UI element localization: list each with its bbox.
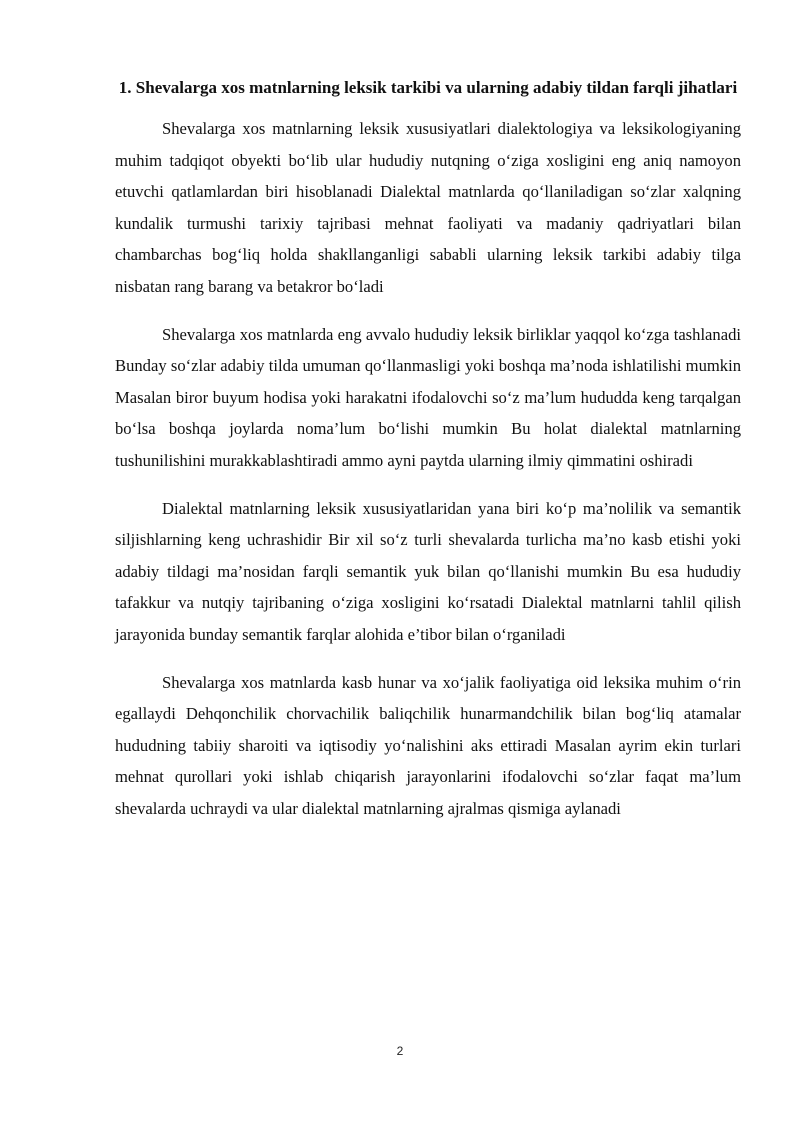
section-title: 1. Shevalarga xos matnlarning leksik tarkibi va ularning adabiy tildan farqli jihatlari — [118, 78, 738, 97]
page-number: 2 — [396, 1044, 404, 1058]
page-content — [115, 70, 741, 840]
paragraph-2: Shevalarga xos matnlarda eng avvalo hududiy leksik birliklar yaqqol ko‘zga tashlanadi Bunday so‘zlar adabiy tilda umuman qo‘llanmasligi yoki boshqa ma’noda ishlatilishi mumkin Masalan biror buyum hodisa yoki harakatni ifodalovchi so‘z ma’lum hududda keng tarqalgan bo‘lsa boshqa joylarda noma’lum bo‘lishi mumkin Bu holat dialektal matnlarning tushunilishini murakkablashtiradi ammo ayni paytda ularning ilmiy qimmatini oshiradi — [115, 324, 741, 470]
paragraph-1: Shevalarga xos matnlarning leksik xususiyatlari dialektologiya va leksikologiyaning muhim tadqiqot obyekti bo‘lib ular hududiy nutqning o‘ziga xosligini eng aniq namoyon etuvchi qatlamlardan biri hisoblanadi Dialektal matnlarda qo‘llaniladigan so‘zlar xalqning kundalik turmushi tarixiy tajribasi mehnat faoliyati va madaniy qadriyatlari bilan chambarchas bog‘liq holda shakllanganligi sababli ularning leksik tarkibi adabiy tilga nisbatan rang barang va betakror bo‘ladi — [115, 119, 741, 296]
paragraph-4: Shevalarga xos matnlarda kasb hunar va xo‘jalik faoliyatiga oid leksika muhim o‘rin egallaydi Dehqonchilik chorvachilik baliqchilik hunarmandchilik bilan bog‘liq atamalar hududning tabiiy sharoiti va iqtisodiy yo‘nalishini aks ettiradi Masalan ayrim ekin turlari mehnat qurollari yoki ishlab chiqarish jarayonlarini ifodalovchi so‘zlar faqat ma’lum shevalarda uchraydi va ular dialektal matnlarning ajralmas qismiga aylanadi — [115, 672, 741, 818]
paragraph-3: Dialektal matnlarning leksik xususiyatlaridan yana biri ko‘p ma’nolilik va semantik siljishlarning keng uchrashidir Bir xil so‘z turli shevalarda turlicha ma’no kasb etishi yoki adabiy tildagi ma’nosidan farqli semantik yuk bilan qo‘llanishi mumkin Bu esa hududiy tafakkur va nutqiy tajribaning o‘ziga xosligini ko‘rsatadi Dialektal matnlarni tahlil qilish jarayonida bunday semantik farqlar alohida e’tibor bilan o‘rganiladi — [115, 498, 741, 644]
